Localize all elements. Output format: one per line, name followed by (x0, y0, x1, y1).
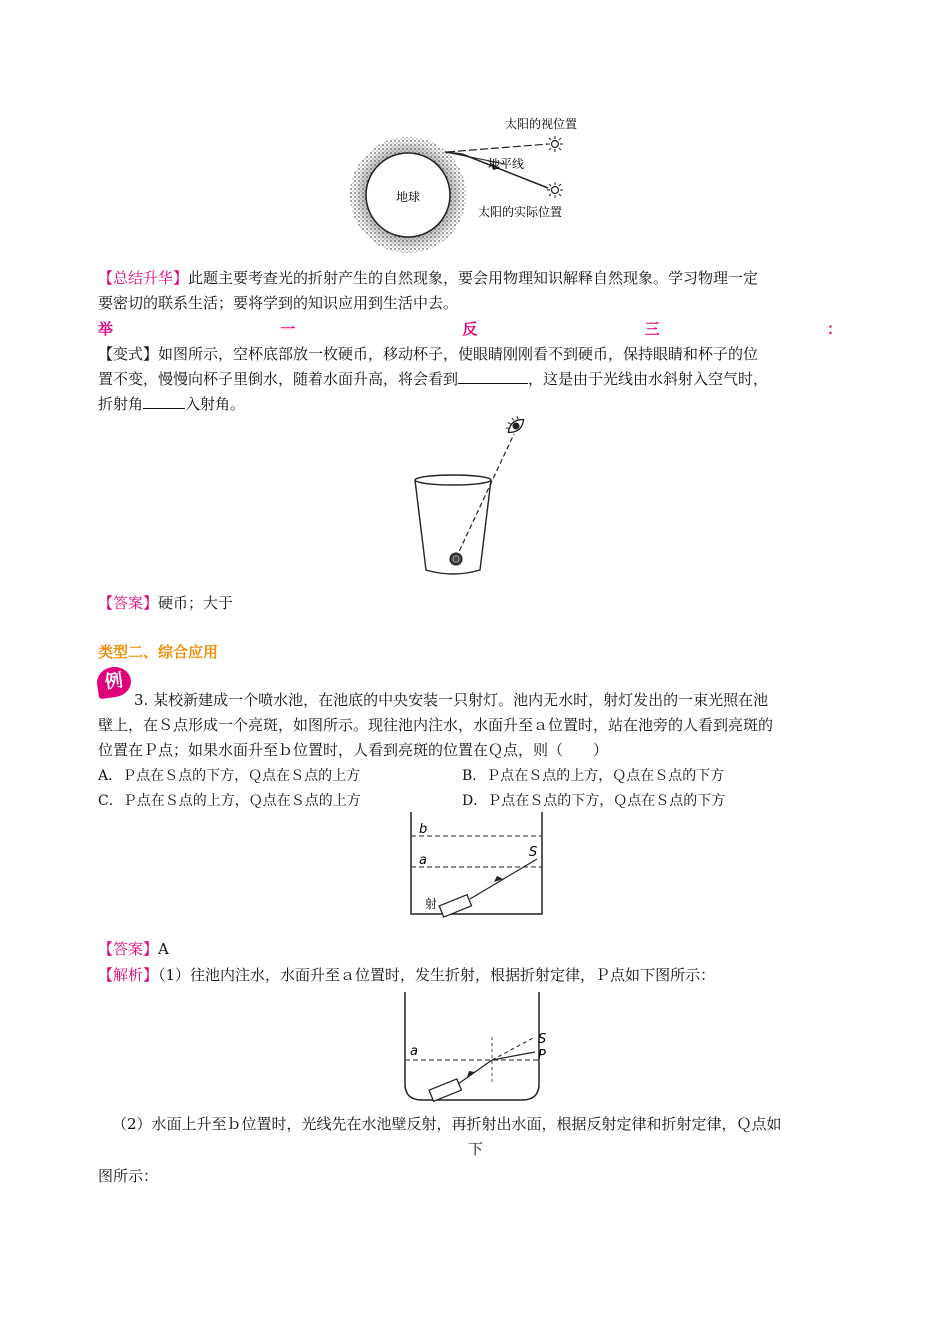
svg-text:b: b (419, 822, 428, 837)
variant-line-3: 折射角 入射角。 (98, 395, 246, 413)
coin-icon (450, 553, 462, 565)
svg-text:S: S (538, 1032, 547, 1047)
q3-line-2: 壁上，在Ｓ点形成一个亮斑，如图所示。现往池内注水，水面升至ａ位置时，站在池旁的人看到亮斑的 (98, 716, 774, 734)
cup-coin-figure (408, 412, 548, 580)
svg-text:a: a (410, 1044, 418, 1059)
sun-actual-icon (547, 182, 563, 198)
svg-text:射: 射 (425, 897, 438, 911)
part2-line-1b: 下 (468, 1140, 484, 1158)
sight-line (456, 434, 514, 558)
option-b[interactable]: B．Ｐ点在Ｓ点的上方，Ｑ点在Ｓ点的下方 (462, 768, 725, 784)
svg-text:S: S (529, 845, 538, 860)
summary-line-1: 【总结升华】此题主要考查光的折射产生的自然现象，要会用物理知识解释自然现象。学习物理一定 (98, 269, 759, 287)
actual-position-label: 太阳的实际位置 (478, 205, 563, 219)
cup-rim (415, 475, 491, 485)
example-badge: 例 (95, 665, 133, 699)
practice-heading: 举 一 反 三 ： (98, 320, 842, 338)
option-a[interactable]: A．Ｐ点在Ｓ点的下方，Ｑ点在Ｓ点的上方 (98, 768, 361, 784)
apparent-position-label: 太阳的视位置 (505, 117, 578, 131)
summary-tag: 【总结升华】 (98, 269, 189, 287)
variant-line-1: 【变式】如图所示，空杯底部放一枚硬币，移动杯子，使眼睛刚刚看不到硬币，保持眼睛和杯子的位 (98, 345, 759, 363)
sun-apparent-icon (547, 136, 563, 152)
q3-line-3: 位置在Ｐ点；如果水面升至ｂ位置时，人看到亮斑的位置在Ｑ点，则（ ） (98, 741, 609, 759)
spotlight-icon (429, 1079, 461, 1101)
answer-1: 【答案】硬币；大于 (98, 594, 234, 612)
variant-line-2: 置不变，慢慢向杯子里倒水，随着水面升高，将会看到 ，这是由于光线由水斜射入空气时， (98, 370, 769, 388)
earth-refraction-figure (350, 108, 600, 263)
part2-line-1: （2）水面上升至ｂ位置时，光线先在水池壁反射，再折射出水面，根据反射定律和折射定律，Ｑ点如 (112, 1115, 782, 1133)
variant-tag: 【变式】 (98, 345, 159, 363)
svg-text:P: P (538, 1048, 546, 1063)
refraction-detail-figure (400, 992, 545, 1104)
section-title: 类型二、综合应用 (98, 643, 219, 661)
horizon-label: 地平线 (488, 157, 525, 171)
eye-icon (503, 413, 527, 436)
answer-2: 【答案】A (98, 940, 169, 958)
q3-line-1: 3. 某校新建成一个喷水池，在池底的中央安装一只射灯。池内无水时，射灯发出的一束光照在池 (134, 691, 769, 709)
earth-label: 地球 (396, 190, 421, 204)
option-c[interactable]: C．Ｐ点在Ｓ点的上方，Ｑ点在Ｓ点的上方 (98, 793, 361, 809)
option-d[interactable]: D．Ｐ点在Ｓ点的下方，Ｑ点在Ｓ点的下方 (462, 793, 726, 809)
pool-figure (405, 812, 547, 917)
part2-line-2: 图所示： (98, 1167, 159, 1185)
summary-line-2: 要密切的联系生活；要将学到的知识应用到生活中去。 (98, 294, 459, 312)
analysis-line: 【解析】（1）往池内注水，水面升至ａ位置时，发生折射，根据折射定律，Ｐ点如下图所示： (98, 966, 716, 984)
svg-text:a: a (419, 853, 427, 868)
